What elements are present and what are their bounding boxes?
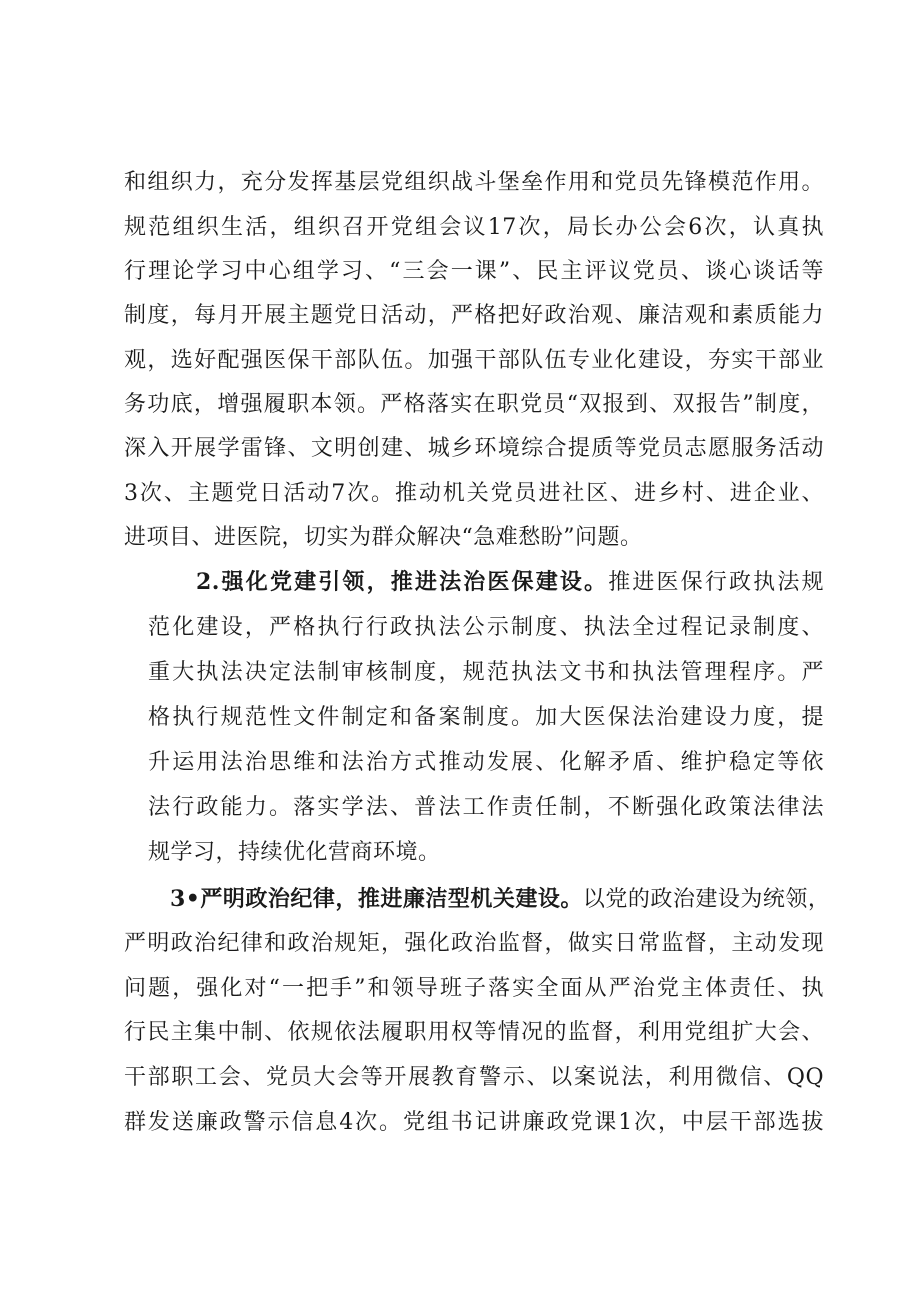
paragraph-3-line-4: 行民主集中制、依规依法履职用权等情况的监督，利用党组扩大会、 <box>124 1020 824 1045</box>
paragraph-3-line-5: 干部职工会、党员大会等开展教育警示、以案说法，利用微信、QQ <box>124 1065 824 1090</box>
paragraph-1-line-2: 规范组织生活，组织召开党组会议17次，局长办公会6次，认真执 <box>124 215 824 240</box>
paragraph-2-first-line-rest: 推进医保行政执法规 <box>608 570 824 595</box>
paragraph-2-line-7: 规学习，持续优化营商环境。 <box>148 840 441 865</box>
paragraph-1-line-4: 制度，每月开展主题党日活动，严格把好政治观、廉洁观和素质能力 <box>124 303 824 328</box>
paragraph-2-line-4: 格执行规范性文件制定和备案制度。加大医保法治建设力度，提 <box>148 705 824 730</box>
paragraph-3-first-line-rest: 以党的政治建设为统领， <box>582 887 831 912</box>
paragraph-2-line-3: 重大执法决定法制审核制度，规范执法文书和执法管理程序。严 <box>148 660 824 685</box>
paragraph-2-line-5: 升运用法治思维和法治方式推动发展、化解矛盾、维护稳定等依 <box>148 750 824 775</box>
paragraph-1-line-1: 和组织力，充分发挥基层党组织战斗堡垒作用和党员先锋模范作用。 <box>124 170 824 195</box>
paragraph-1-line-9: 进项目、进医院，切实为群众解决“急难愁盼”问题。 <box>124 525 643 550</box>
paragraph-3-line-3: 问题，强化对“一把手”和领导班子落实全面从严治党主体责任、执 <box>124 976 824 1001</box>
paragraph-1-line-7: 深入开展学雷锋、文明创建、城乡环境综合提质等党员志愿服务活动 <box>124 436 824 461</box>
paragraph-3-line-6: 群发送廉政警示信息4次。党组书记讲廉政党课1次，中层干部选拔 <box>124 1110 824 1135</box>
paragraph-3-line-2: 严明政治纪律和政治规矩，强化政治监督，做实日常监督，主动发现 <box>124 931 824 956</box>
paragraph-3-heading-line <box>170 884 831 915</box>
paragraph-1-line-5: 观，选好配强医保干部队伍。加强干部队伍专业化建设，夯实干部业 <box>124 348 824 373</box>
paragraph-2-heading-line <box>196 567 824 598</box>
paragraph-2-line-2: 范化建设，严格执行行政执法公示制度、执法全过程记录制度、 <box>148 615 824 640</box>
paragraph-2-line-6: 法行政能力。落实学法、普法工作责任制，不断强化政策法律法 <box>148 795 824 820</box>
paragraph-2-heading: 2.强化党建引领，推进法治医保建设。 <box>196 569 609 595</box>
paragraph-1-line-6: 务功底，增强履职本领。严格落实在职党员“双报到、双报告”制度， <box>124 392 824 417</box>
paragraph-1-line-8: 3次、主题党日活动7次。推动机关党员进社区、进乡村、进企业、 <box>124 481 824 506</box>
paragraph-3-heading: 3•严明政治纪律，推进廉洁型机关建设。 <box>170 886 583 912</box>
paragraph-1-line-3: 行理论学习中心组学习、“三会一课”、民主评议党员、谈心谈话等 <box>124 259 824 284</box>
